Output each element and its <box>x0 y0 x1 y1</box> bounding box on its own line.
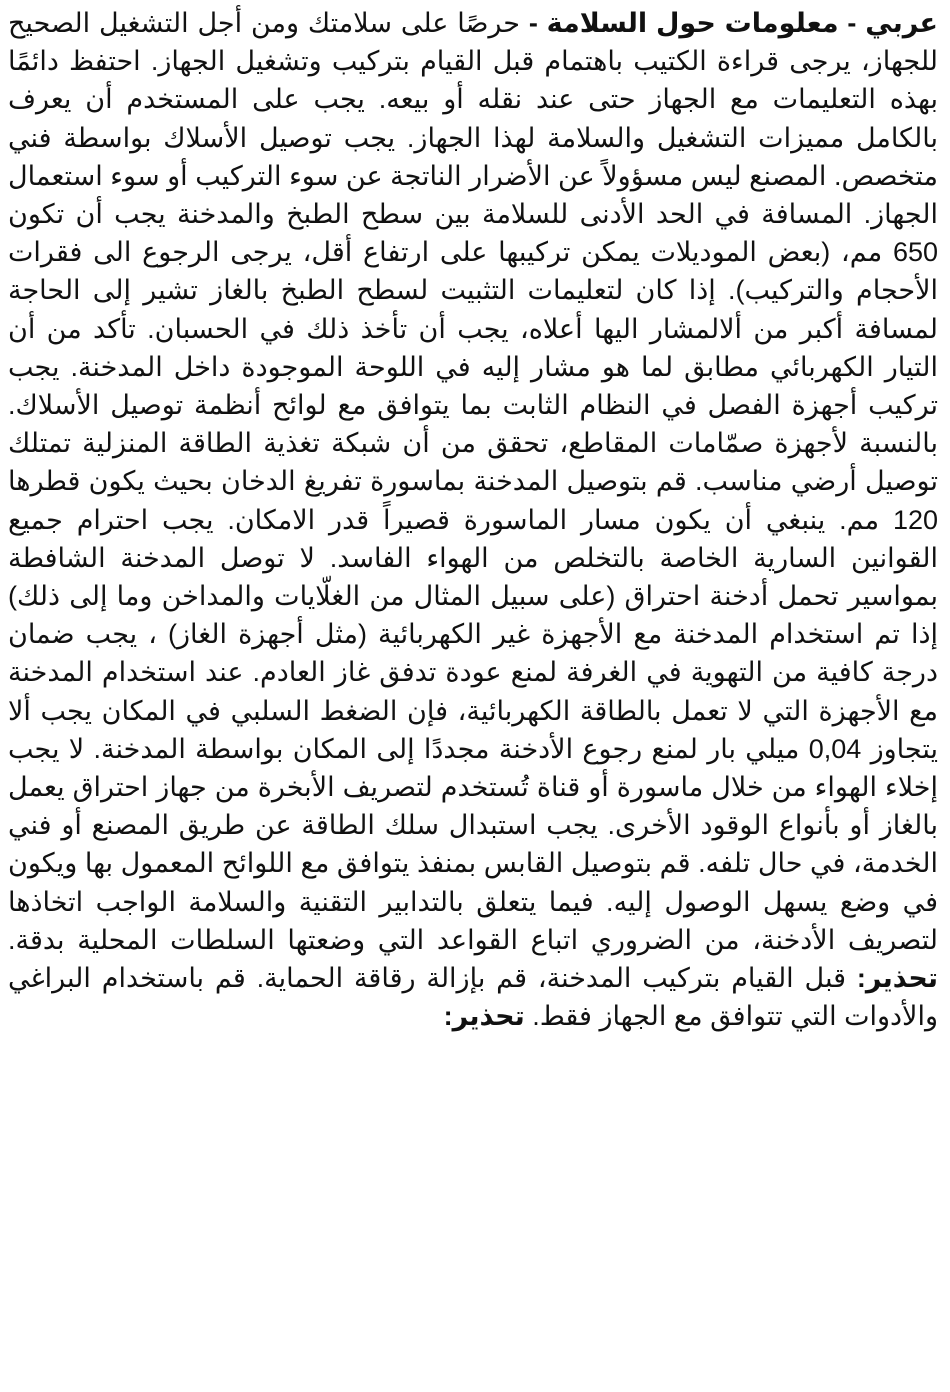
warning-label: تحذير: <box>856 963 938 994</box>
warning-label: تحذير: <box>443 1001 525 1032</box>
language-label: عربي <box>865 8 938 38</box>
section-title: - معلومات حول السلامة - <box>528 8 857 38</box>
safety-body-text: حرصًا على سلامتك ومن أجل التشغيل الصحيح للجهاز، يرجى قراءة الكتيب باهتمام قبل القيام بتركيب وتشغيل الجهاز. احتفظ دائمًا بهذه التعليمات مع الجهاز حتى عند نقله أو بيعه. يجب على المستخدم أن يعرف بالكامل مميزات التشغيل والسلامة لهذا الجهاز. يجب توصيل الأسلاك بواسطة فني متخصص. المصنع ليس مسؤولاً عن الأضرار الناتجة عن سوء التركيب أو سوء استعمال الجهاز. المسافة في الحد الأدنى للسلامة بين سطح الطبخ والمدخنة يجب أن تكون 650 مم، (بعض الموديلات يمكن تركيبها على ارتفاع أقل، يرجى الرجوع الى فقرات الأحجام والتركيب). إذا كان لتعليمات التثبيت لسطح الطبخ بالغاز تشير إلى الحاجة لمسافة أكبر من ألالمشار اليها أعلاه، يجب أن تأخذ ذلك في الحسبان. تأكد من أن التيار الكهربائي مطابق لما هو مشار إليه في اللوحة الموجودة داخل المدخنة. يجب تركيب أجهزة الفصل في النظام الثابت بما يتوافق مع لوائح أنظمة توصيل الأسلاك. بالنسبة لأجهزة صمّامات المقاطع، تحقق من أن شبكة تغذية الطاقة المنزلية تمتلك توصيل أرضي مناسب. قم بتوصيل المدخنة بماسورة تفريغ الدخان بحيث يكون قطرها 120 مم. ينبغي أن يكون مسار الماسورة قصيراً قدر الامكان. يجب احترام جميع القوانين السارية الخاصة بالتخلص من الهواء الفاسد. لا توصل المدخنة الشافطة بمواسير تحمل أدخنة احتراق (على سبيل المثال من الغلّايات والمداخن وما إلى ذلك) إذا تم استخدام المدخنة مع الأجهزة غير الكهربائية (مثل أجهزة الغاز) ، يجب ضمان درجة كافية من التهوية في الغرفة لمنع عودة تدفق غاز العادم. عند استخدام المدخنة مع الأجهزة التي لا تعمل بالطاقة الكهربائية، فإن الضغط السلبي في المكان يجب ألا يتجاوز 0,04 ميلي بار لمنع رجوع الأدخنة مجددًا إلى المكان بواسطة المدخنة. لا يجب إخلاء الهواء من خلال ماسورة أو قناة تُستخدم لتصريف الأبخرة من جهاز احتراق يعمل بالغاز أو بأنواع الوقود الأخرى. يجب استبدال سلك الطاقة عن طريق المصنع أو فني الخدمة، في حال تلفه. قم بتوصيل القابس بمنفذ يتوافق مع اللوائح المعمول بها ويكون في وضع يسهل الوصول إليه. فيما يتعلق بالتدابير التقنية والسلامة الواجب اتخاذها لتصريف الأدخنة، من الضروري اتباع القواعد التي وضعتها السلطات المحلية بدقة. <box>8 8 939 955</box>
warning-text: قبل القيام بتركيب المدخنة، قم بإزالة رقاقة الحماية. قم باستخدام البراغي والأدوات التي تتوافق مع الجهاز فقط. <box>8 963 938 1032</box>
safety-information-paragraph <box>8 4 938 1035</box>
